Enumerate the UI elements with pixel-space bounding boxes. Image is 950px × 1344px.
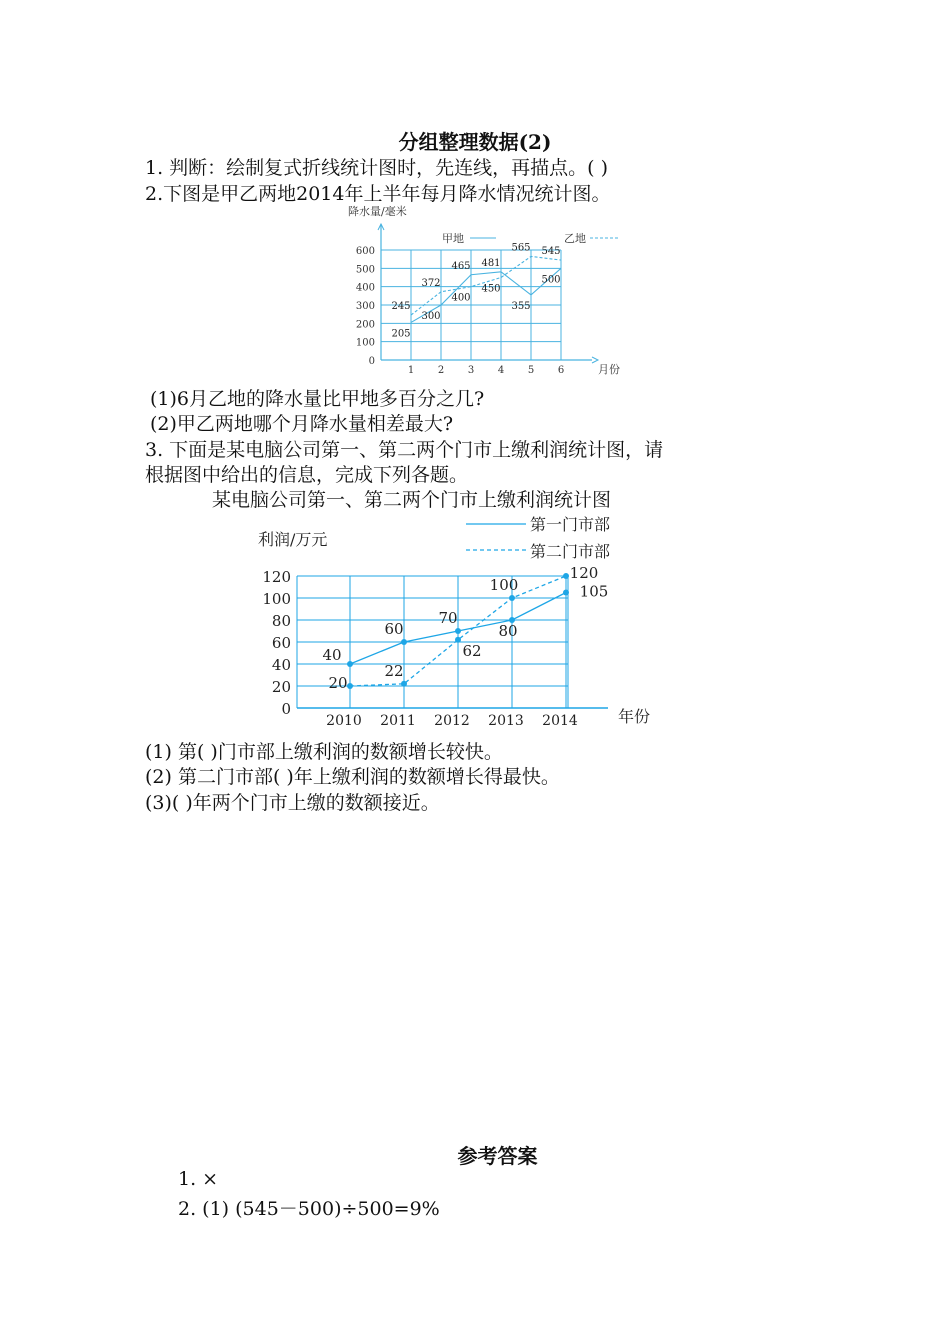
chart2-point bbox=[455, 628, 461, 634]
chart2-title: 某电脑公司第一、第二两个门市上缴利润统计图 bbox=[212, 489, 612, 511]
chart1-data-label: 400 bbox=[451, 292, 471, 304]
chart2-xtick: 2011 bbox=[380, 713, 416, 729]
answer-1: 1. × bbox=[178, 1168, 219, 1190]
chart1-ytick: 600 bbox=[355, 246, 375, 257]
chart2-point bbox=[401, 681, 407, 687]
chart1-data-label: 205 bbox=[391, 328, 411, 340]
chart2-ytick: 0 bbox=[281, 700, 291, 718]
chart1-xtick: 6 bbox=[557, 365, 565, 376]
chart1-xtick: 3 bbox=[467, 365, 475, 376]
chart2-xtick: 2010 bbox=[326, 713, 362, 729]
chart2-data-label: 20 bbox=[328, 674, 348, 692]
chart1-ytick: 200 bbox=[355, 319, 375, 331]
question-3-sub-3: (3)( )年两个门市上缴的数额接近。 bbox=[145, 792, 440, 814]
chart1-xtick: 2 bbox=[437, 365, 445, 376]
chart1-legend-b: 乙地 bbox=[564, 232, 586, 245]
chart2-ytick: 80 bbox=[271, 612, 291, 630]
answer-2: 2. (1) (545－500)÷500=9% bbox=[178, 1198, 440, 1220]
question-1: 1. 判断：绘制复式折线统计图时，先连线，再描点。( ) bbox=[145, 157, 609, 179]
question-2-sub-1: (1)6月乙地的降水量比甲地多百分之几? bbox=[150, 388, 485, 410]
chart1-data-label: 355 bbox=[511, 300, 531, 312]
chart1-data-label: 465 bbox=[451, 260, 471, 272]
chart2-ytick: 40 bbox=[271, 656, 291, 674]
chart2-ytick: 120 bbox=[262, 568, 291, 586]
chart2-ytick: 100 bbox=[262, 590, 291, 608]
chart1-ytick: 300 bbox=[355, 301, 375, 312]
chart2-data-label: 60 bbox=[384, 620, 404, 638]
chart1-data-label: 545 bbox=[541, 246, 561, 258]
question-3-sub-1: (1) 第( )门市部上缴利润的数额增长较快。 bbox=[145, 741, 503, 763]
page-title: 分组整理数据(2) bbox=[398, 130, 552, 154]
chart2-data-label: 80 bbox=[498, 622, 518, 640]
question-3-line-2: 根据图中给出的信息，完成下列各题。 bbox=[145, 464, 469, 486]
chart2-ytick: 20 bbox=[271, 678, 291, 696]
question-3-line-1: 3. 下面是某电脑公司第一、第二两个门市上缴利润统计图，请 bbox=[145, 439, 664, 461]
chart2-legend-a: 第一门市部 bbox=[530, 515, 611, 534]
precipitation-chart bbox=[340, 200, 640, 380]
chart2-legend-b: 第二门市部 bbox=[530, 542, 611, 561]
chart2-ytick: 60 bbox=[271, 634, 291, 652]
profit-chart bbox=[250, 508, 670, 732]
chart1-xtick: 5 bbox=[527, 365, 535, 376]
chart1-data-label: 300 bbox=[421, 311, 441, 322]
chart2-point bbox=[401, 639, 407, 645]
chart1-data-label: 481 bbox=[481, 257, 501, 269]
chart1-xtick: 1 bbox=[407, 365, 415, 376]
chart1-legend-a: 甲地 bbox=[442, 232, 464, 245]
chart2-data-label: 105 bbox=[579, 582, 609, 601]
chart1-data-label: 565 bbox=[511, 242, 531, 254]
chart2-data-label: 70 bbox=[438, 609, 458, 627]
chart2-point bbox=[347, 661, 353, 667]
question-2: 2.下图是甲乙两地2014年上半年每月降水情况统计图。 bbox=[145, 183, 611, 205]
chart2-data-label: 22 bbox=[384, 661, 404, 680]
chart2-xlabel: 年份 bbox=[618, 707, 651, 726]
chart1-ylabel: 降水量/毫米 bbox=[348, 205, 407, 218]
chart2-xtick: 2014 bbox=[542, 713, 578, 729]
chart2-data-label: 120 bbox=[569, 564, 599, 582]
chart1-ytick: 100 bbox=[355, 337, 375, 349]
chart1-xlabel: 月份 bbox=[598, 363, 620, 376]
chart2-data-label: 62 bbox=[462, 641, 482, 660]
chart2-ylabel: 利润/万元 bbox=[258, 530, 328, 549]
chart2-point bbox=[563, 573, 569, 579]
question-2-sub-2: (2)甲乙两地哪个月降水量相差最大? bbox=[150, 413, 454, 435]
chart2-data-label: 40 bbox=[322, 646, 342, 664]
question-3-sub-2: (2) 第二门市部( )年上缴利润的数额增长得最快。 bbox=[145, 766, 560, 788]
chart1-data-label: 245 bbox=[391, 301, 411, 313]
chart1-xtick: 4 bbox=[497, 365, 505, 376]
chart1-ytick: 400 bbox=[355, 282, 375, 294]
chart2-xtick: 2012 bbox=[434, 713, 470, 729]
chart2-point bbox=[563, 590, 569, 596]
chart2-point bbox=[455, 637, 461, 643]
chart2-point bbox=[347, 683, 353, 689]
chart1-ytick: 500 bbox=[355, 264, 375, 276]
chart2-point bbox=[509, 595, 515, 601]
chart1-data-label: 500 bbox=[541, 274, 561, 286]
answer-title: 参考答案 bbox=[457, 1144, 538, 1168]
chart2-data-label: 100 bbox=[489, 576, 519, 594]
chart1-data-label: 372 bbox=[421, 277, 441, 289]
chart2-xtick: 2013 bbox=[488, 713, 524, 729]
chart1-data-label: 450 bbox=[481, 283, 501, 295]
chart1-ytick: 0 bbox=[368, 356, 375, 367]
